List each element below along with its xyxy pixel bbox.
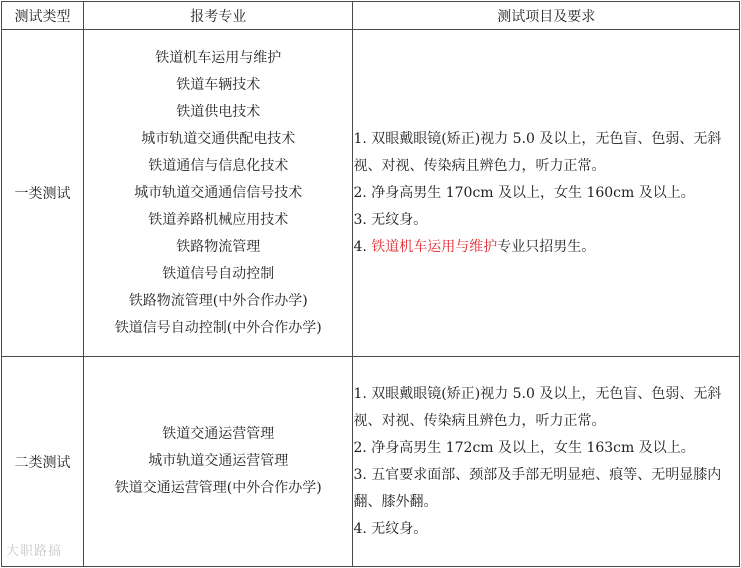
major-item: 城市轨道交通运营管理	[148, 453, 289, 469]
major-item: 铁道通信与信息化技术	[148, 157, 289, 174]
requirement-item: 4. 无纹身。	[353, 520, 428, 537]
table-row	[2, 30, 740, 357]
highlighted-major: 铁道机车运用与维护	[371, 238, 498, 255]
major-item: 城市轨道交通供配电技术	[141, 130, 296, 147]
major-item: 铁道养路机械应用技术	[148, 211, 289, 228]
test-type-cell: 二类测试	[2, 357, 84, 567]
header-major: 报考专业	[84, 2, 353, 30]
major-item: 铁道车辆技术	[176, 76, 261, 93]
requirements-table	[1, 1, 740, 567]
majors-cell	[84, 357, 353, 567]
header-requirements: 测试项目及要求	[353, 2, 740, 30]
major-item: 铁路物流管理(中外合作办学)	[128, 292, 308, 309]
header-test-type: 测试类型	[2, 2, 84, 30]
requirement-item: 2. 净身高男生 172cm 及以上，女生 163cm 及以上。	[353, 439, 695, 456]
requirements-cell	[353, 30, 740, 357]
major-item: 铁道信号自动控制	[162, 265, 275, 282]
major-item: 铁道供电技术	[176, 103, 261, 120]
majors-cell	[84, 30, 353, 357]
requirement-item	[353, 234, 739, 261]
requirements-cell	[353, 357, 740, 567]
watermark: 大职路搞	[6, 544, 63, 559]
table-row	[2, 357, 740, 567]
requirement-item: 1. 双眼戴眼镜(矫正)视力 5.0 及以上，无色盲、色弱、无斜视、对视、传染病且辨色力，听力正常。	[353, 385, 722, 429]
header-row	[2, 2, 740, 30]
requirement-item: 3. 无纹身。	[353, 211, 428, 228]
requirement-item: 1. 双眼戴眼镜(矫正)视力 5.0 及以上，无色盲、色弱、无斜视、对视、传染病且辨色力，听力正常。	[353, 130, 722, 174]
requirement-prefix: 4.	[353, 238, 372, 255]
requirement-item: 2. 净身高男生 170cm 及以上，女生 160cm 及以上。	[353, 184, 695, 201]
major-item: 铁道交通运营管理(中外合作办学)	[114, 480, 322, 496]
major-item: 铁路物流管理	[176, 238, 261, 255]
test-type-cell: 一类测试	[2, 30, 84, 357]
requirement-item: 3. 五官要求面部、颈部及手部无明显疤、痕等、无明显膝内翻、膝外翻。	[353, 466, 722, 510]
major-item: 城市轨道交通通信信号技术	[134, 184, 303, 201]
major-item: 铁道信号自动控制(中外合作办学)	[114, 319, 322, 336]
major-item: 铁道机车运用与维护	[155, 49, 282, 66]
major-item: 铁道交通运营管理	[162, 426, 275, 442]
requirement-suffix: 专业只招男生。	[497, 238, 596, 255]
